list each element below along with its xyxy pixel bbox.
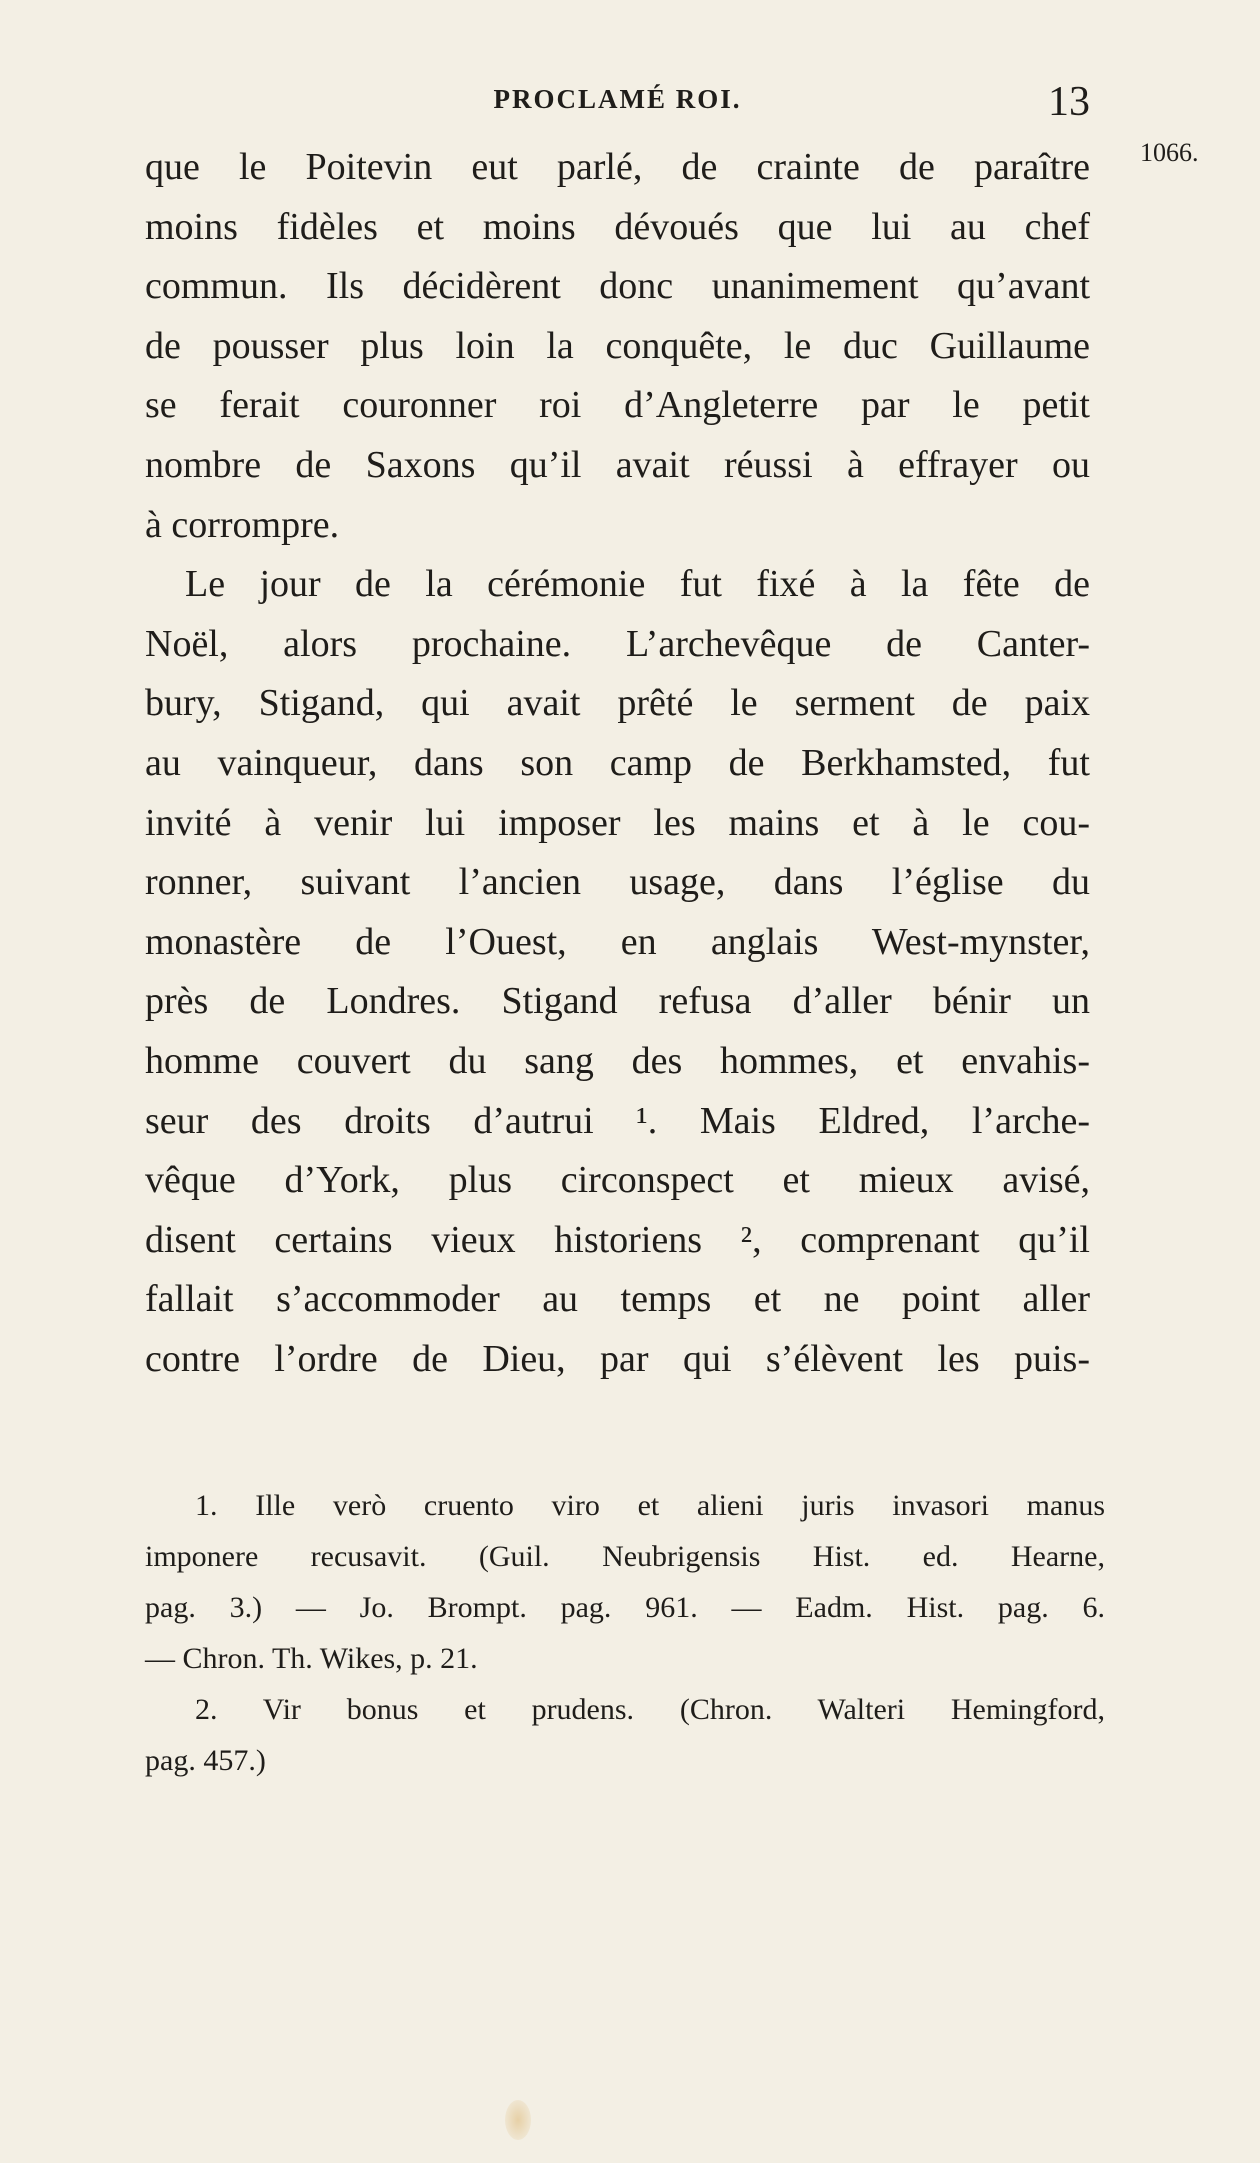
running-title: PROCLAMÉ ROI. xyxy=(493,84,742,114)
footnote-line: imponere recusavit. (Guil. Neubrigensis Hist. ed. Hearne, xyxy=(145,1540,1105,1573)
page-header xyxy=(145,78,1090,128)
text-line: monastère de l’Ouest, en anglais West-mynster, xyxy=(145,920,1090,963)
footnote-line: 1. Ille verò cruento viro et alieni juris invasori manus xyxy=(195,1489,1105,1522)
text-line: seur des droits d’autrui ¹. Mais Eldred, l’arche- xyxy=(145,1099,1090,1142)
footnote-line: — Chron. Th. Wikes, p. 21. xyxy=(145,1642,478,1675)
margin-year-note: 1066. xyxy=(1140,138,1199,167)
text-line: fallait s’accommoder au temps et ne point aller xyxy=(145,1278,1090,1321)
text-line: se ferait couronner roi d’Angleterre par le petit xyxy=(145,384,1090,427)
text-line: homme couvert du sang des hommes, et envahis- xyxy=(145,1039,1090,1082)
text-line: au vainqueur, dans son camp de Berkhamsted, fut xyxy=(145,741,1090,784)
text-line: invité à venir lui imposer les mains et à le cou- xyxy=(145,801,1090,844)
footnote-line: pag. 457.) xyxy=(145,1744,266,1777)
text-line: moins fidèles et moins dévoués que lui au chef xyxy=(145,205,1090,248)
text-line: ronner, suivant l’ancien usage, dans l’église du xyxy=(145,861,1090,904)
text-line: nombre de Saxons qu’il avait réussi à effrayer ou xyxy=(145,443,1090,486)
paper-stain xyxy=(505,2100,531,2140)
text-line: commun. Ils décidèrent donc unanimement qu’avant xyxy=(145,265,1090,308)
footnotes xyxy=(145,1480,1105,1786)
text-line: Noël, alors prochaine. L’archevêque de Canter- xyxy=(145,622,1090,665)
page-number: 13 xyxy=(1048,79,1090,125)
text-line: de pousser plus loin la conquête, le duc Guillaume xyxy=(145,324,1090,367)
text-line: près de Londres. Stigand refusa d’aller bénir un xyxy=(145,980,1090,1023)
body-text xyxy=(145,138,1090,1389)
text-line: vêque d’York, plus circonspect et mieux avisé, xyxy=(145,1159,1090,1202)
text-line: à corrompre. xyxy=(145,503,340,546)
text-line: Le jour de la cérémonie fut fixé à la fête de xyxy=(185,563,1090,606)
text-line: contre l’ordre de Dieu, par qui s’élèvent les puis- xyxy=(145,1337,1090,1380)
text-line: que le Poitevin eut parlé, de crainte de paraître xyxy=(145,146,1090,188)
text-line: bury, Stigand, qui avait prêté le serment de paix xyxy=(145,682,1090,725)
footnote-line: pag. 3.) — Jo. Brompt. pag. 961. — Eadm. Hist. pag. 6. xyxy=(145,1591,1105,1624)
footnote-line: 2. Vir bonus et prudens. (Chron. Walteri Hemingford, xyxy=(195,1693,1105,1726)
text-line: disent certains vieux historiens ², comprenant qu’il xyxy=(145,1218,1090,1261)
